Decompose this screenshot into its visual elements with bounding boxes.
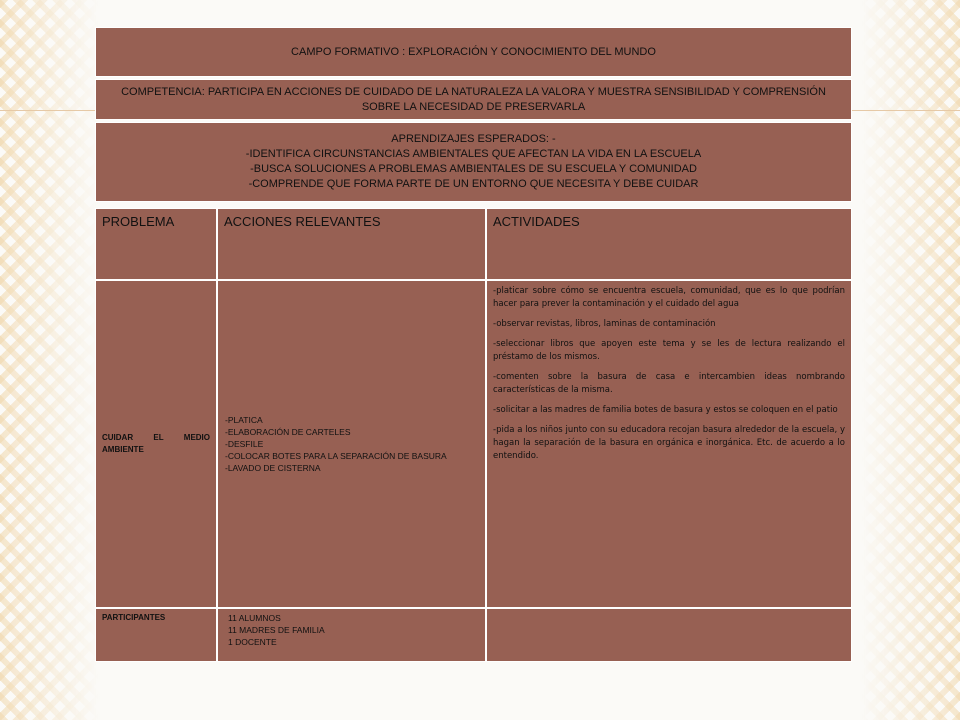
accion-item: -ELABORACIÓN DE CARTELES (225, 427, 351, 437)
competencia-box (95, 79, 852, 120)
problema-cell (95, 280, 217, 608)
accion-item: -COLOCAR BOTES PARA LA SEPARACIÓN DE BASURA (225, 451, 447, 461)
participantes-label: PARTICIPANTES (102, 613, 166, 622)
campo-formativo-box (95, 27, 852, 77)
aprendizaje-item: -BUSCA SOLUCIONES A PROBLEMAS AMBIENTALES DE SU ESCUELA Y COMUNIDAD (250, 163, 697, 175)
header-actividades: ACTIVIDADES (486, 208, 852, 280)
campo-formativo-text: CAMPO FORMATIVO : EXPLORACIÓN Y CONOCIMIENTO DEL MUNDO (291, 46, 656, 58)
accion-item: -DESFILE (225, 439, 264, 449)
aprendizajes-title: APRENDIZAJES ESPERADOS: - (391, 133, 556, 145)
participante-item: 11 ALUMNOS (228, 613, 281, 623)
aprendizajes-box (95, 122, 852, 202)
background-pattern-left (0, 0, 100, 720)
problema-text: CUIDAR EL MEDIO AMBIENTE (102, 433, 210, 454)
actividad-item: -platicar sobre cómo se encuentra escuela, comunidad, que es lo que podrían hacer para prever la contaminación y el cuidado del agua (493, 286, 845, 309)
header-problema: PROBLEMA (95, 208, 217, 280)
participantes-label-cell (95, 608, 217, 662)
actividad-item: -comenten sobre la basura de casa e intercambien ideas nombrando características de la misma. (493, 372, 845, 395)
actividades-cell (486, 280, 852, 608)
acciones-cell (217, 280, 486, 608)
background-pattern-right (860, 0, 960, 720)
participantes-list-cell (217, 608, 486, 662)
actividad-item: -observar revistas, libros, laminas de contaminación (493, 319, 716, 329)
actividad-item: -pida a los niños junto con su educadora recojan basura alrededor de la escuela, y hagan la separación de la basura en orgánica e inorgánica. Etc. de acuerdo a lo entendido. (493, 425, 845, 461)
competencia-text: COMPETENCIA: PARTICIPA EN ACCIONES DE CUIDADO DE LA NATURALEZA LA VALORA Y MUESTRA SENSIBILIDAD Y COMPRENSIÓN SOBRE LA NECESIDAD DE PRESERVARLA (121, 85, 826, 113)
accion-item: -LAVADO DE CISTERNA (225, 463, 321, 473)
participante-item: 1 DOCENTE (228, 637, 277, 647)
aprendizaje-item: -IDENTIFICA CIRCUNSTANCIAS AMBIENTALES QUE AFECTAN LA VIDA EN LA ESCUELA (245, 148, 702, 160)
actividad-item: -solicitar a las madres de familia botes de basura y estos se coloquen en el patio (493, 405, 838, 415)
accion-item: -PLATICA (225, 415, 263, 425)
acciones-list (225, 414, 447, 474)
participante-item: 11 MADRES DE FAMILIA (228, 625, 325, 635)
participantes-empty-cell (486, 608, 852, 662)
aprendizaje-item: -COMPRENDE QUE FORMA PARTE DE UN ENTORNO QUE NECESITA Y DEBE CUIDAR (248, 178, 699, 190)
header-acciones: ACCIONES RELEVANTES (217, 208, 486, 280)
actividad-item: -seleccionar libros que apoyen este tema y se les de lectura realizando el préstamo de los mismos. (493, 339, 845, 362)
